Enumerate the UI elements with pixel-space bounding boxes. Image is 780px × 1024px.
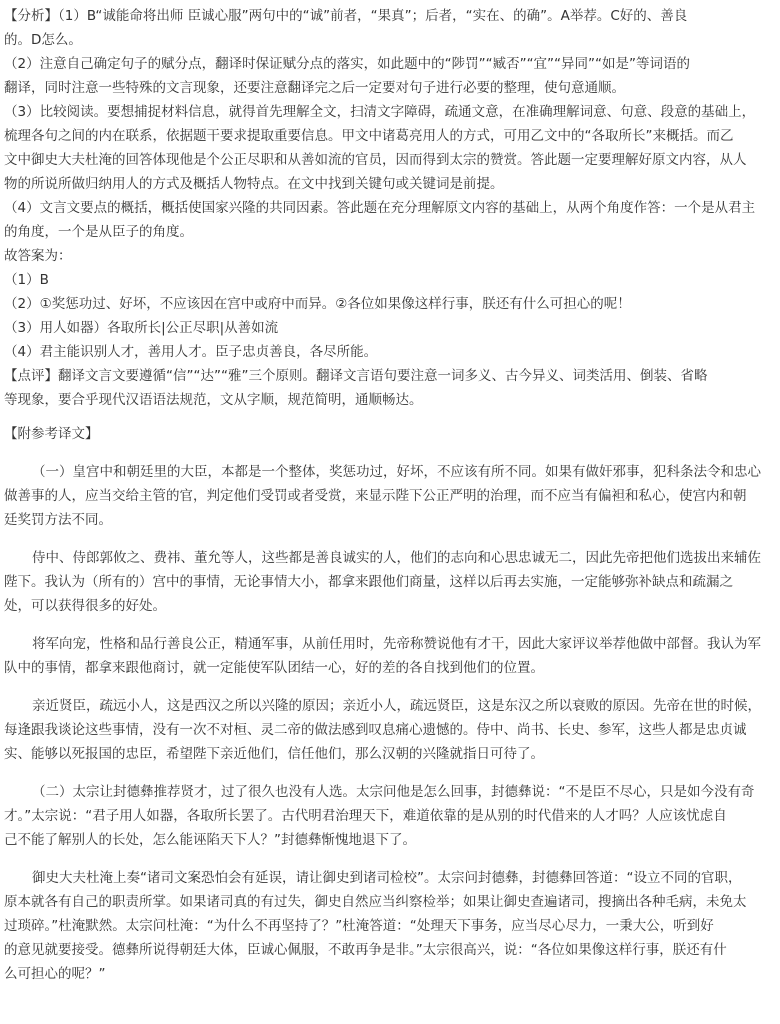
- paragraph-line: 队中的事情，都拿来跟他商讨，就一定能使军队团结一心，好的差的各自找到他们的位置。: [4, 660, 544, 676]
- translation-paragraph: [4, 546, 776, 618]
- paragraph-line: 原本就各有自己的职责所掌。如果诸司真的有过失，御史自然应当纠察检举；如果让御史查遍诸司，搜摘出各种毛病，未免太: [4, 894, 747, 910]
- paragraph-line: 廷奖罚方法不同。: [4, 512, 112, 528]
- answer-heading: 故答案为：: [4, 248, 72, 264]
- paragraph-line: 做善事的人，应当交给主管的官，判定他们受罚或者受赏，来显示陛下公正严明的治理，而不应当有偏袒和私心，使宫内和朝: [4, 488, 747, 504]
- comment-line: 等现象，要合乎现代汉语语法规范，文从字顺，规范简明，通顺畅达。: [4, 392, 423, 408]
- paragraph-line: （一）皇宫中和朝廷里的大臣，本都是一个整体，奖惩功过，好坏，不应该有所不同。如果有做奸邪事，犯科条法令和忠心: [32, 464, 761, 480]
- paragraph-line: 将军向宠，性格和品行善良公正，精通军事，从前任用时，先帝称赞说他有才干，因此大家评议举荐他做中部督。我认为军: [32, 636, 761, 652]
- paragraph-line: 己不能了解别人的长处，怎么能诬陷天下人？”封德彝惭愧地退下了。: [4, 832, 416, 848]
- answer-line: （4）君主能识别人才，善用人才。臣子忠贞善良，各尽所能。: [4, 344, 378, 360]
- translation-paragraph: [4, 694, 776, 766]
- paragraph-line: 御史大夫杜淹上奏“诸司文案恐怕会有延误，请让御史到诸司检校”。太宗问封德彝，封德彝回答道：“设立不同的官职，: [32, 870, 742, 886]
- analysis-line: 物的所说所做归纳用人的方式及概括人物特点。在文中找到关键句或关键词是前提。: [4, 176, 504, 192]
- analysis-line: 的角度，一个是从臣子的角度。: [4, 224, 193, 240]
- paragraph-line: （二）太宗让封德彝推荐贤才，过了很久也没有人选。太宗问他是怎么回事，封德彝说：“不是臣不尽心，只是如今没有奇: [32, 784, 755, 800]
- paragraph-line: 才。”太宗说：“君子用人如器，各取所长罢了。古代明君治理天下，难道依靠的是从别的时代借来的人才吗？人应该忧虑自: [4, 808, 727, 824]
- answer-line: （3）用人如器）各取所长|公正尽职|从善如流: [4, 320, 279, 336]
- paragraph-line: 么可担心的呢？”: [4, 966, 106, 982]
- analysis-line: （2）注意自己确定句子的赋分点，翻译时保证赋分点的落实，如此题中的“陟罚”“臧否”“宜”“异同”“如是”等词语的: [4, 56, 691, 72]
- paragraph-line: 过琐碎。”杜淹默然。太宗问杜淹：“为什么不再坚持了？”杜淹答道：“处理天下事务，应当尽心尽力，一秉大公，听到好: [4, 918, 714, 934]
- translation-paragraph: [4, 632, 776, 680]
- paragraph-line: 实、能够以死报国的忠臣，希望陛下亲近他们，信任他们，那么汉朝的兴隆就指日可待了。: [4, 746, 544, 762]
- answer-line: （1）B: [4, 272, 49, 288]
- comment-line: 【点评】翻译文言文要遵循“信”“达”“雅”三个原则。翻译文言语句要注意一词多义、古今异义、词类活用、倒装、省略: [4, 368, 708, 384]
- translation-header: 【附参考译文】: [4, 426, 99, 442]
- analysis-line: （4）文言文要点的概括，概括使国家兴隆的共同因素。答此题在充分理解原文内容的基础上，从两个角度作答：一个是从君主: [4, 200, 756, 216]
- translation-paragraph: [4, 780, 776, 852]
- analysis-line: 的。D怎么。: [4, 32, 82, 48]
- translation-paragraph: [4, 460, 776, 532]
- paragraph-line: 侍中、侍郎郭攸之、费祎、董允等人，这些都是善良诚实的人，他们的志向和心思忠诚无二，因此先帝把他们选拔出来辅佐: [32, 550, 761, 566]
- analysis-line: 文中御史大夫杜淹的回答体现他是个公正尽职和从善如流的官员，因而得到太宗的赞赏。答此题一定要理解好原文内容，从人: [4, 152, 747, 168]
- paragraph-line: 亲近贤臣，疏远小人，这是西汉之所以兴隆的原因；亲近小人，疏远贤臣，这是东汉之所以衰败的原因。先帝在世的时候，: [32, 698, 761, 714]
- paragraph-line: 陛下。我认为（所有的）宫中的事情，无论事情大小，都拿来跟他们商量，这样以后再去实施，一定能够弥补缺点和疏漏之: [4, 574, 733, 590]
- paragraph-line: 的意见就要接受。德彝所说得朝廷大体，臣诚心佩服，不敢再争是非。”太宗很高兴，说：“各位如果像这样行事，朕还有什: [4, 942, 727, 958]
- paragraph-line: 处，可以获得很多的好处。: [4, 598, 166, 614]
- analysis-section: [4, 4, 776, 412]
- answer-line: （2）①奖惩功过、好坏，不应该因在宫中或府中而异。②各位如果像这样行事，朕还有什么可担心的呢！: [4, 296, 631, 312]
- analysis-line: 【分析】（1）B“诚能命将出师 臣诚心服”两句中的“诚”前者，“果真”；后者，“实在、的确”。A举荐。C好的、善良: [4, 8, 688, 24]
- analysis-line: 翻译，同时注意一些特殊的文言现象，还要注意翻译完之后一定要对句子进行必要的整理，使句意通顺。: [4, 80, 625, 96]
- translation-paragraph: [4, 866, 776, 986]
- analysis-line: （3）比较阅读。要想捕捉材料信息，就得首先理解全文，扫清文字障碍，疏通文意，在准确理解词意、句意、段意的基础上，: [4, 104, 756, 120]
- analysis-line: 梳理各句之间的内在联系，依据题干要求提取重要信息。甲文中诸葛亮用人的方式，可用乙文中的“各取所长”来概括。而乙: [4, 128, 734, 144]
- paragraph-line: 每逢跟我谈论这些事情，没有一次不对桓、灵二帝的做法感到叹息痛心遗憾的。侍中、尚书、长史、参军，这些人都是忠贞诚: [4, 722, 747, 738]
